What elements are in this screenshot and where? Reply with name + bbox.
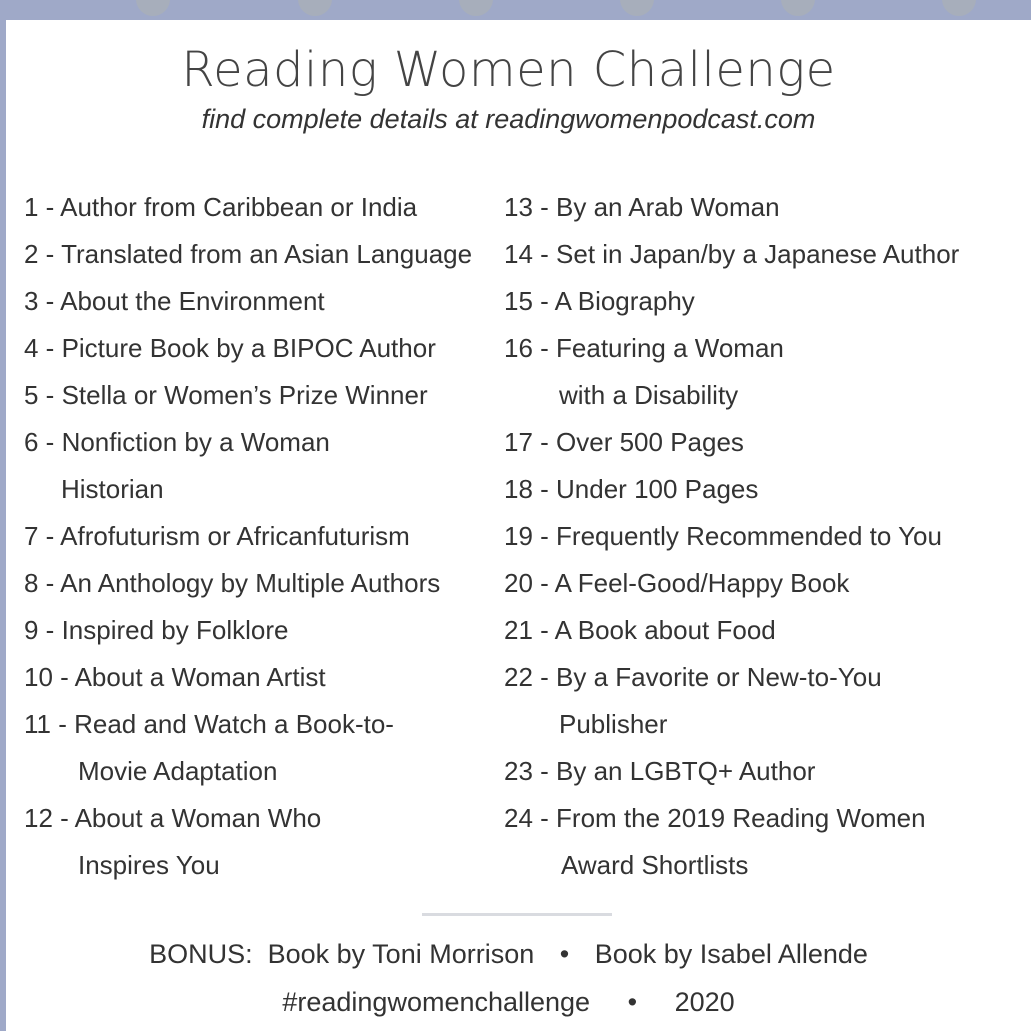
- list-item: 12 - About a Woman Who: [24, 803, 322, 833]
- list-item: 1 - Author from Caribbean or India: [24, 192, 418, 222]
- page-subtitle: find complete details at readingwomenpodcast.com: [201, 104, 816, 134]
- list-item: 11 - Read and Watch a Book-to-: [24, 709, 394, 739]
- divider: [422, 913, 612, 916]
- list-item-continuation: Publisher: [559, 709, 668, 739]
- footer-line: [6, 982, 1011, 1022]
- list-item: 5 - Stella or Women’s Prize Winner: [24, 380, 428, 410]
- list-item: 20 - A Feel-Good/Happy Book: [504, 568, 850, 598]
- bonus-item: Book by Isabel Allende: [594, 939, 868, 969]
- bonus-line: [6, 934, 1011, 974]
- list-item: 8 - An Anthology by Multiple Authors: [24, 568, 441, 598]
- challenge-card: [6, 20, 1031, 1031]
- list-item: 6 - Nonfiction by a Woman: [24, 427, 330, 457]
- dot: [942, 0, 976, 16]
- list-item: 2 - Translated from an Asian Language: [24, 239, 473, 269]
- list-item: 9 - Inspired by Folklore: [24, 615, 289, 645]
- dot: [620, 0, 654, 16]
- list-item-continuation: Historian: [61, 474, 164, 504]
- list-item: 7 - Afrofuturism or Africanfuturism: [24, 521, 410, 551]
- list-item: 22 - By a Favorite or New-to-You: [504, 662, 882, 692]
- list-item: 15 - A Biography: [504, 286, 695, 316]
- list-item: 19 - Frequently Recommended to You: [504, 521, 942, 551]
- list-item: 3 - About the Environment: [24, 286, 325, 316]
- list-item: 16 - Featuring a Woman: [504, 333, 784, 363]
- list-item-continuation: with a Disability: [559, 380, 739, 410]
- bonus-item: Book by Toni Morrison: [267, 939, 535, 969]
- dot: [136, 0, 170, 16]
- bonus-label: BONUS:: [149, 939, 253, 969]
- list-item: 23 - By an LGBTQ+ Author: [504, 756, 816, 786]
- hashtag: #readingwomenchallenge: [282, 987, 591, 1017]
- challenge-list-left: [24, 184, 504, 889]
- binder-dots: [0, 0, 1031, 20]
- list-item-continuation: Movie Adaptation: [78, 756, 278, 786]
- list-item: 17 - Over 500 Pages: [504, 427, 744, 457]
- list-item-continuation: Inspires You: [78, 850, 220, 880]
- bullet-separator: •: [559, 939, 570, 969]
- list-item: 18 - Under 100 Pages: [504, 474, 759, 504]
- list-item-continuation: Award Shortlists: [561, 850, 749, 880]
- bullet-separator: •: [627, 987, 638, 1017]
- list-item: 14 - Set in Japan/by a Japanese Author: [504, 239, 960, 269]
- dot: [298, 0, 332, 16]
- list-item: 4 - Picture Book by a BIPOC Author: [24, 333, 436, 363]
- page-title: Reading Women Challenge: [181, 42, 836, 98]
- list-item: 21 - A Book about Food: [504, 615, 776, 645]
- list-item: 10 - About a Woman Artist: [24, 662, 326, 692]
- dot: [459, 0, 493, 16]
- challenge-list-right: [504, 184, 1024, 889]
- list-item: 13 - By an Arab Woman: [504, 192, 780, 222]
- dot: [781, 0, 815, 16]
- year: 2020: [674, 987, 735, 1017]
- list-item: 24 - From the 2019 Reading Women: [504, 803, 926, 833]
